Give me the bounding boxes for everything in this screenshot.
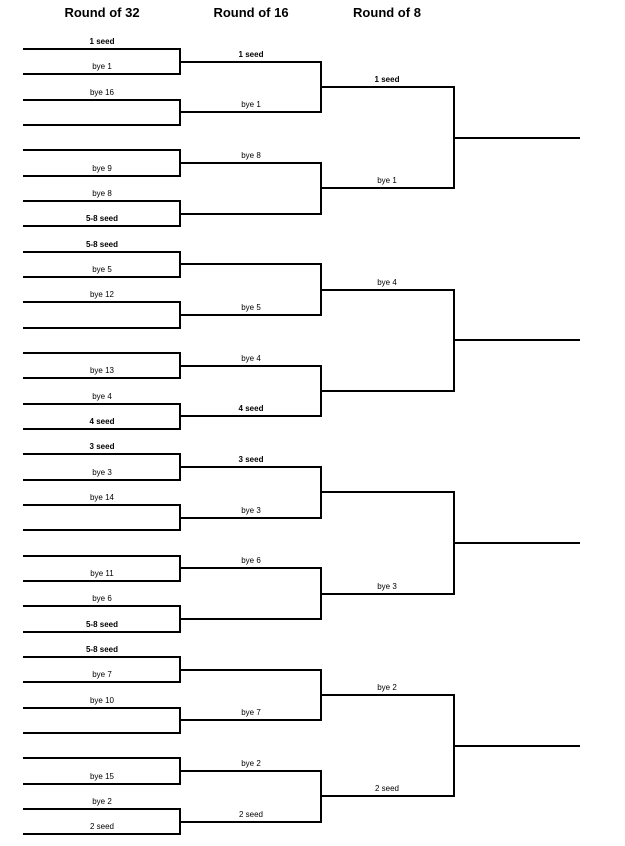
slot-label: bye 12 <box>89 290 115 299</box>
slot-label: 4 seed <box>89 417 115 426</box>
slot-label: bye 1 <box>377 176 397 185</box>
slot-label: bye 3 <box>377 582 397 591</box>
slot-label: bye 8 <box>241 151 261 160</box>
slot-label: 3 seed <box>238 455 264 464</box>
header-round-of-8: Round of 8 <box>353 5 421 20</box>
slot-label: bye 13 <box>89 366 115 375</box>
slot-label: bye 14 <box>89 493 115 502</box>
slot-label: 5-8 seed <box>85 240 119 249</box>
slot-label: bye 3 <box>92 468 112 477</box>
slot-label: bye 10 <box>89 696 115 705</box>
slot-label: bye 1 <box>92 62 112 71</box>
slot-label: 1 seed <box>238 50 264 59</box>
slot-label: 2 seed <box>374 784 400 793</box>
slot-label: 4 seed <box>238 404 264 413</box>
slot-label: bye 5 <box>92 265 112 274</box>
slot-label: bye 6 <box>92 594 112 603</box>
slot-label: 2 seed <box>89 822 115 831</box>
slot-label: bye 4 <box>241 354 261 363</box>
slot-label: bye 7 <box>241 708 261 717</box>
slot-label: 1 seed <box>89 37 115 46</box>
slot-label: bye 8 <box>92 189 112 198</box>
slot-label: bye 3 <box>241 506 261 515</box>
slot-label: bye 7 <box>92 670 112 679</box>
slot-label: bye 16 <box>89 88 115 97</box>
slot-label: 1 seed <box>374 75 400 84</box>
header-round-of-16: Round of 16 <box>213 5 289 20</box>
slot-label: 2 seed <box>238 810 264 819</box>
slot-label: bye 1 <box>241 100 261 109</box>
slot-label: 3 seed <box>89 442 115 451</box>
slot-label: bye 2 <box>241 759 261 768</box>
slot-label: bye 15 <box>89 772 115 781</box>
slot-label: bye 2 <box>377 683 397 692</box>
slot-label: 5-8 seed <box>85 645 119 654</box>
bracket-labels <box>86 37 400 831</box>
header-round-of-32: Round of 32 <box>64 5 140 20</box>
slot-label: bye 9 <box>92 164 112 173</box>
slot-label: bye 4 <box>377 278 397 287</box>
slot-label: 5-8 seed <box>85 620 119 629</box>
slot-label: bye 4 <box>92 392 112 401</box>
slot-label: bye 2 <box>92 797 112 806</box>
slot-label: bye 5 <box>241 303 261 312</box>
slot-label: 5-8 seed <box>85 214 119 223</box>
slot-label: bye 11 <box>90 569 114 578</box>
slot-label: bye 6 <box>241 556 261 565</box>
